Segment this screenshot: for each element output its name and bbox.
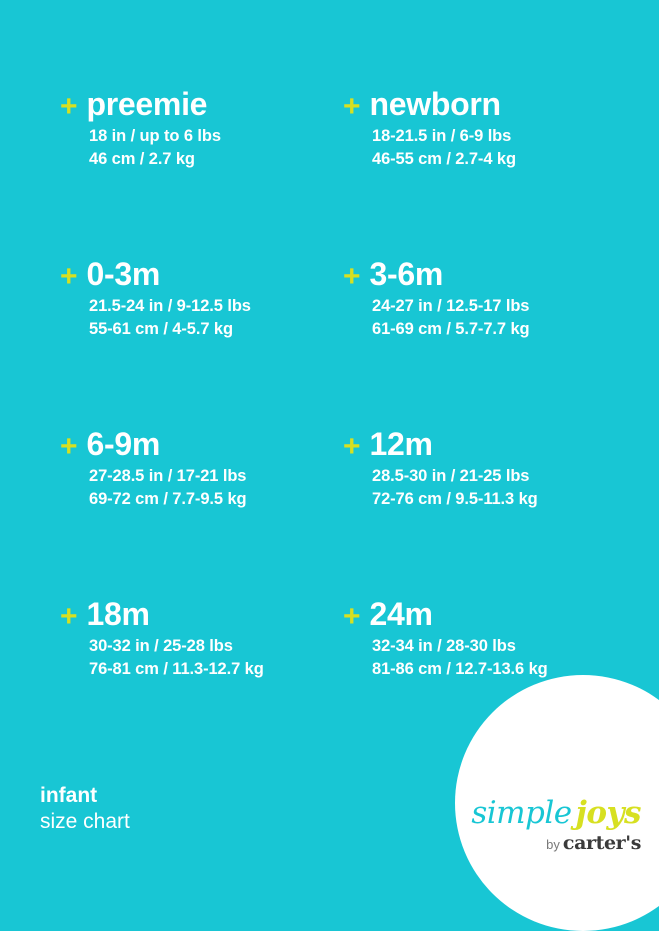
- size-heading: [343, 88, 600, 121]
- size-metric: 81-86 cm / 12.7-13.6 kg: [372, 660, 548, 679]
- size-imperial: 27-28.5 in / 17-21 lbs: [89, 467, 247, 485]
- size-metric: 72-76 cm / 9.5-11.3 kg: [372, 490, 538, 509]
- plus-icon: +: [343, 600, 361, 633]
- size-imperial: 24-27 in / 12.5-17 lbs: [372, 297, 530, 315]
- size-entry-6-9m: [60, 428, 343, 598]
- size-label: newborn: [369, 86, 501, 122]
- brand-word-joys: joys: [575, 795, 641, 831]
- size-entry-18m: [60, 598, 343, 768]
- brand-logo-name: [456, 795, 641, 831]
- size-label: preemie: [86, 86, 208, 122]
- size-heading: [60, 428, 343, 461]
- size-entry-3-6m: [343, 258, 600, 428]
- size-imperial: 28.5-30 in / 21-25 lbs: [372, 467, 530, 485]
- size-entry-12m: [343, 428, 600, 598]
- plus-icon: +: [343, 430, 361, 463]
- size-heading: [60, 258, 343, 291]
- size-imperial: 18-21.5 in / 6-9 lbs: [372, 127, 512, 145]
- size-imperial: 30-32 in / 25-28 lbs: [89, 637, 233, 655]
- brand-word-simple: simple: [471, 795, 572, 831]
- size-entry-preemie: [60, 88, 343, 258]
- size-heading: [343, 598, 600, 631]
- size-label: 6-9m: [86, 426, 161, 462]
- size-metric: 61-69 cm / 5.7-7.7 kg: [372, 320, 530, 339]
- size-heading: [343, 428, 600, 461]
- plus-icon: +: [343, 90, 361, 123]
- chart-title-sub: size chart: [40, 809, 130, 833]
- plus-icon: +: [343, 260, 361, 293]
- plus-icon: +: [60, 430, 78, 463]
- size-grid: [60, 88, 600, 768]
- brand-by-text: by: [546, 837, 560, 852]
- size-entry-0-3m: [60, 258, 343, 428]
- size-heading: [343, 258, 600, 291]
- size-label: 12m: [369, 426, 433, 462]
- size-metric: 76-81 cm / 11.3-12.7 kg: [89, 660, 264, 679]
- plus-icon: +: [60, 90, 78, 123]
- size-metric: 46 cm / 2.7 kg: [89, 150, 195, 169]
- size-imperial: 32-34 in / 28-30 lbs: [372, 637, 516, 655]
- size-metric: 46-55 cm / 2.7-4 kg: [372, 150, 516, 169]
- size-imperial: 18 in / up to 6 lbs: [89, 127, 221, 145]
- brand-carters-text: carter's: [562, 832, 641, 854]
- size-label: 18m: [86, 596, 150, 632]
- chart-title-main: infant: [40, 783, 98, 807]
- size-metric: 55-61 cm / 4-5.7 kg: [89, 320, 233, 339]
- size-heading: [60, 598, 343, 631]
- size-heading: [60, 88, 343, 121]
- plus-icon: +: [60, 260, 78, 293]
- size-entry-newborn: [343, 88, 600, 258]
- size-label: 3-6m: [369, 256, 444, 292]
- size-metric: 69-72 cm / 7.7-9.5 kg: [89, 490, 247, 509]
- brand-logo: [456, 795, 641, 854]
- brand-logo-byline: [456, 834, 641, 853]
- chart-title: [40, 783, 130, 836]
- size-imperial: 21.5-24 in / 9-12.5 lbs: [89, 297, 251, 315]
- size-label: 24m: [369, 596, 433, 632]
- size-label: 0-3m: [86, 256, 161, 292]
- plus-icon: +: [60, 600, 78, 633]
